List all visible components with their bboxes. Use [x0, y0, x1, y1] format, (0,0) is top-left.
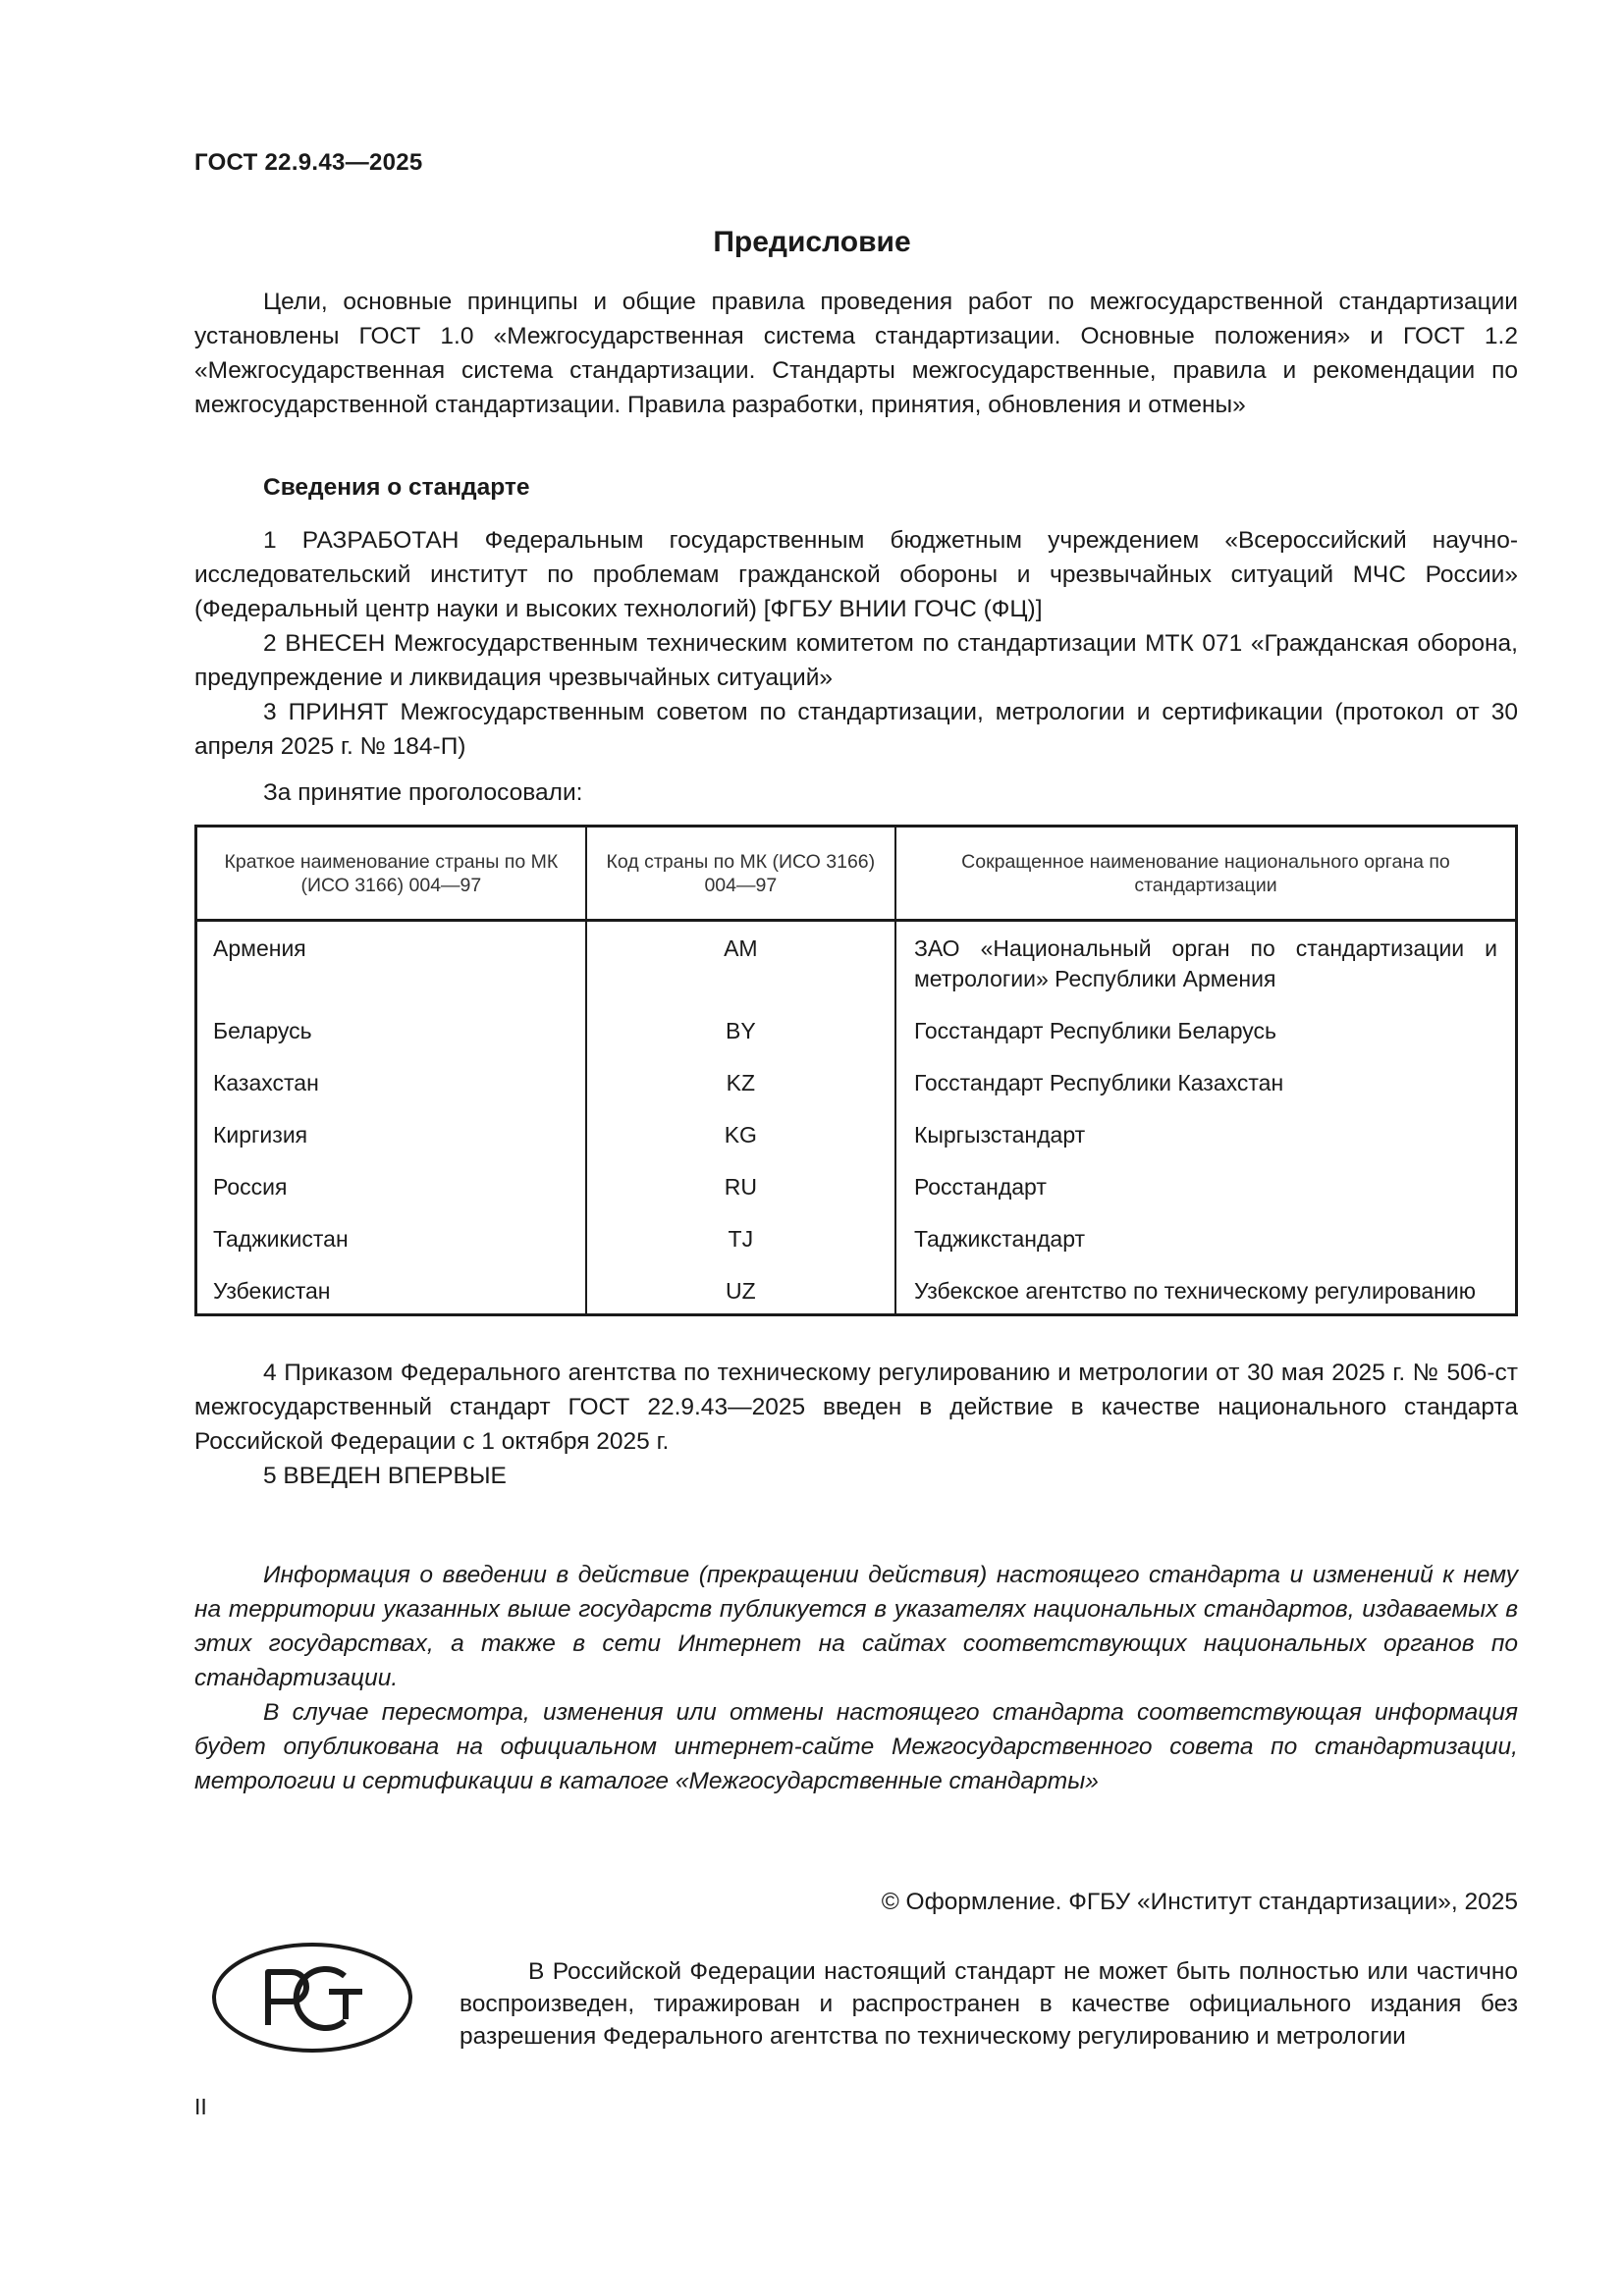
info-item-first-introduced: 5 ВВЕДЕН ВПЕРВЫЕ	[263, 1463, 507, 1489]
rights-notice	[460, 1955, 1518, 2053]
column-header-country: Краткое наименование страны по МК (ИСО 3166) 004—97	[196, 827, 586, 921]
country-cell: Беларусь	[213, 1018, 312, 1043]
country-cell: Армения	[213, 935, 306, 961]
notice-paragraph: В случае пересмотра, изменения или отмены настоящего стандарта соответствующая информация будет опубликована на официальном интернет-сайте Межгосударственного совета по стандартизации, метрологии и сертификации в каталоге «Межгосударственные стандарты»	[194, 1699, 1518, 1794]
country-cell: Россия	[213, 1174, 288, 1200]
table-row	[196, 1221, 1517, 1273]
organization-cell: ЗАО «Национальный орган по стандартизации и метрологии» Республики Армения	[895, 921, 1517, 1014]
rst-certification-mark-icon	[209, 1939, 415, 2056]
code-cell: UZ	[586, 1273, 895, 1315]
country-cell: Казахстан	[213, 1070, 319, 1095]
code-cell: RU	[586, 1169, 895, 1221]
code-cell: KG	[586, 1117, 895, 1169]
table-row	[196, 1117, 1517, 1169]
intro-paragraph: Цели, основные принципы и общие правила проведения работ по межгосударственной стандартизации установлены ГОСТ 1.0 «Межгосударственная система стандартизации. Основные положения» и ГОСТ 1.2 «Межгосударственная система стандартизации. Стандарты межгосударственные, правила и рекомендации по межгосударственной стандартизации. Правила разработки, принятия, обновления и отмены»	[194, 289, 1518, 418]
country-cell: Киргизия	[213, 1122, 308, 1148]
table-header-row	[196, 827, 1517, 921]
table-row	[196, 1273, 1517, 1315]
code-cell: AM	[586, 921, 895, 1014]
notice-paragraph: Информация о введении в действие (прекращении действия) настоящего стандарта и изменений к нему на территории указанных выше государств публикуется в указателях национальных стандартов, издаваемых в этих государствах, а также в сети Интернет на сайтах соответствующих национальных органов по стандартизации.	[194, 1562, 1518, 1691]
standard-info-list	[194, 523, 1518, 764]
copyright-line: © Оформление. ФГБУ «Институт стандартизации», 2025	[881, 1889, 1518, 1915]
standard-info-list-continued	[194, 1356, 1518, 1493]
table-row	[196, 1013, 1517, 1065]
page-number: II	[194, 2094, 207, 2119]
votes-table	[194, 825, 1518, 1316]
rights-paragraph: В Российской Федерации настоящий стандарт не может быть полностью или частично воспроизведен, тиражирован и распространен в качестве официального издания без разрешения Федерального агентства по техническому регулированию и метрологии	[460, 1958, 1518, 2050]
column-header-organization: Сокращенное наименование национального органа по стандартизации	[895, 827, 1517, 921]
column-header-code: Код страны по МК (ИСО 3166) 004—97	[586, 827, 895, 921]
table-row	[196, 921, 1517, 1014]
organization-cell: Росстандарт	[895, 1169, 1517, 1221]
standard-info-heading: Сведения о стандарте	[263, 474, 530, 501]
intro-section	[194, 285, 1518, 422]
country-cell: Таджикистан	[213, 1226, 349, 1252]
page-title: Предисловие	[713, 226, 911, 258]
organization-cell: Кыргызстандарт	[895, 1117, 1517, 1169]
table-row	[196, 1065, 1517, 1117]
info-item-submitted: 2 ВНЕСЕН Межгосударственным техническим комитетом по стандартизации МТК 071 «Гражданская оборона, предупреждение и ликвидация чрезвычайных ситуаций»	[194, 630, 1518, 691]
table-row	[196, 1169, 1517, 1221]
publication-notice	[194, 1558, 1518, 1798]
code-cell: TJ	[586, 1221, 895, 1273]
organization-cell: Госстандарт Республики Казахстан	[895, 1065, 1517, 1117]
organization-cell: Узбекское агентство по техническому регулированию	[895, 1273, 1517, 1315]
organization-cell: Госстандарт Республики Беларусь	[895, 1013, 1517, 1065]
document-id: ГОСТ 22.9.43—2025	[194, 149, 423, 176]
country-cell: Узбекистан	[213, 1278, 331, 1304]
organization-cell: Таджикстандарт	[895, 1221, 1517, 1273]
code-cell: KZ	[586, 1065, 895, 1117]
info-item-adopted: 3 ПРИНЯТ Межгосударственным советом по стандартизации, метрологии и сертификации (протокол от 30 апреля 2025 г. № 184-П)	[194, 699, 1518, 760]
info-item-developed: 1 РАЗРАБОТАН Федеральным государственным бюджетным учреждением «Всероссийский научно-исследовательский институт по проблемам гражданской обороны и чрезвычайных ситуаций МЧС России» (Федеральный центр науки и высоких технологий) [ФГБУ ВНИИ ГОЧС (ФЦ)]	[194, 527, 1518, 622]
voted-label: За принятие проголосовали:	[263, 779, 583, 806]
code-cell: BY	[586, 1013, 895, 1065]
info-item-enacted: 4 Приказом Федерального агентства по техническому регулированию и метрологии от 30 мая 2025 г. № 506-ст межгосударственный стандарт ГОСТ 22.9.43—2025 введен в действие в качестве национального стандарта Российской Федерации с 1 октября 2025 г.	[194, 1360, 1518, 1455]
